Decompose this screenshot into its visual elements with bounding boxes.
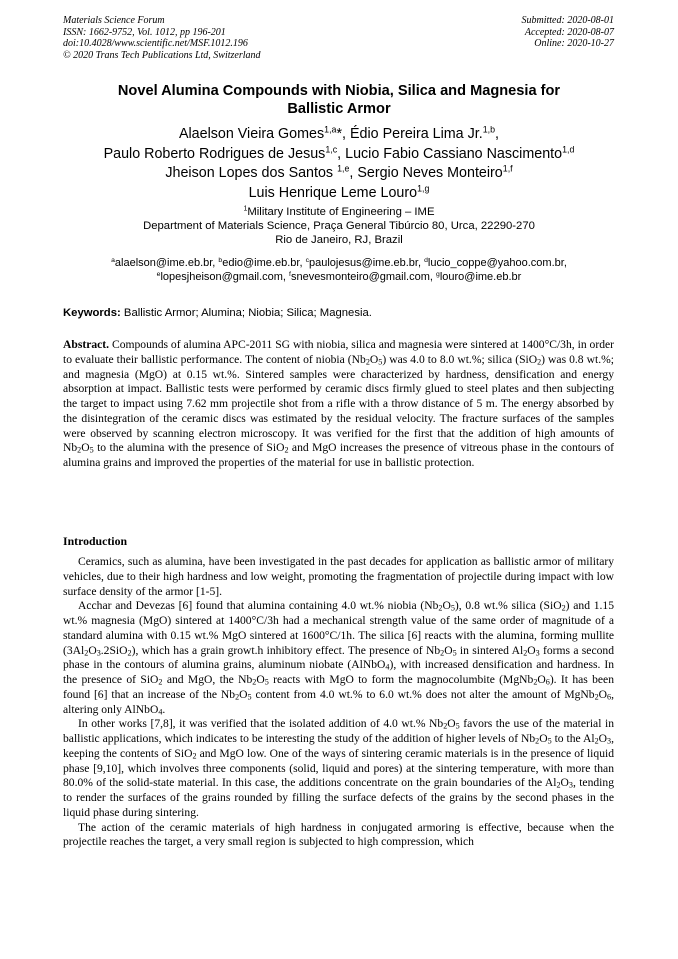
abstract-label: Abstract. <box>63 338 110 351</box>
submitted-date: Submitted: 2020-08-01 <box>521 15 614 26</box>
journal-doi: doi:10.4028/www.scientific.net/MSF.1012.196 <box>63 38 248 50</box>
title-line-1: Novel Alumina Compounds with Niobia, Silica and Magnesia for <box>117 83 561 99</box>
title-line-2: Ballistic Armor <box>287 101 391 117</box>
author-name: Sergio Neves Monteiro <box>357 165 503 181</box>
email-link[interactable]: lopesjheison@gmail.com <box>160 270 283 283</box>
author-line-2: Paulo Roberto Rodrigues de Jesus$^{1,c}$, Lucio Fabio Cassiano Nascimento$^{1,d}$ <box>103 144 575 162</box>
author-name: Édio Pereira Lima Jr. <box>350 126 483 142</box>
journal-info <box>63 15 261 61</box>
email-link[interactable]: paulojesus@ime.eb.br <box>308 257 418 269</box>
affiliation <box>40 205 638 248</box>
corresponding-mark: * <box>336 126 343 142</box>
email-link[interactable]: lucio_coppe@yahoo.com.br <box>427 257 564 269</box>
email-line-1: $^a$alaelson@ime.eb.br, $^b$edio@ime.eb.br, $^c$paulojesus@ime.eb.br, $^d$lucio_coppe@yahoo.com.br, <box>111 256 567 269</box>
accepted-date: Accepted: 2020-08-07 <box>524 26 614 38</box>
author-sup: 1,f <box>502 163 513 174</box>
author-name: Alaelson Vieira Gomes <box>178 126 325 142</box>
author-name: Lucio Fabio Cassiano Nascimento <box>345 145 563 162</box>
keywords <box>63 306 615 320</box>
author-line-1: Alaelson Vieira Gomes$^{1,a}$*, Édio Pereira Lima Jr.$^{1,b}$, <box>178 124 500 142</box>
section-heading-introduction: Introduction <box>63 534 128 548</box>
author-sup: 1,g <box>417 183 430 194</box>
email-link[interactable]: louro@ime.eb.br <box>439 270 522 283</box>
journal-copyright: © 2020 Trans Tech Publications Ltd, Switzerland <box>63 49 261 61</box>
author-sup: 1,b <box>482 124 496 135</box>
author-sup: 1,a <box>324 124 337 135</box>
submission-dates <box>522 15 615 50</box>
keywords-text: Ballistic Armor; Alumina; Niobia; Silica; Magnesia. <box>120 307 372 319</box>
online-date: Online: 2020-10-27 <box>534 38 614 50</box>
author-name: Luis Henrique Leme Louro <box>248 184 418 201</box>
paper-title <box>60 82 618 118</box>
affiliation-line-1: $^1$Military Institute of Engineering – IME <box>243 205 435 218</box>
journal-issn: ISSN: 1662-9752, Vol. 1012, pp 196-201 <box>63 26 226 38</box>
abstract: Abstract. Compounds of alumina APC-2011 SG with niobia, silica and magnesia were sintered at 1400°C/3h, in order to evaluate their ballistic performance. The content of niobia $(Nb_2O_5)$ was 4.0 to 8.0 wt.%; silica (SiO$_2$) was 0.8 wt.%; and magnesia (MgO) at 0.15 wt.%. Sintered samples were characterized by hardness, densification and energy absorption at impact. Ballistic tests were performed by ceramic discs firmly glued to steel plates and then subjecting the target to impact using 7.62 mm projectile shot from a rifle with a throw distance of 5 m. The energy absorbed by the disintegration of the ceramic discs was estimated by the residual velocity. The fracture surfaces of the samples were observed by scanning electron microscopy. It was verified for the first that the addition of high amounts of $Nb_2O_5$ to the alumina with the presence of SiO$_2$ and MgO increases the presence of vitreous phase in the contours of alumina grains and improved the properties of the material for use in ballistic protection. <box>63 338 614 469</box>
author-name: Jheison Lopes dos Santos <box>165 165 338 181</box>
affiliation-line-2: Department of Materials Science, Praça General Tibúrcio 80, Urca, 22290-270 <box>143 220 535 233</box>
email-link[interactable]: alaelson@ime.eb.br <box>114 257 213 269</box>
author-sup: 1,c <box>325 144 338 155</box>
author-line-4 <box>40 184 638 204</box>
email-line-2: $^e$lopesjheison@gmail.com, $^f$snevesmonteiro@gmail.com, $^g$louro@ime.eb.br <box>156 270 522 283</box>
journal-name: Materials Science Forum <box>63 15 165 26</box>
email-link[interactable]: snevesmonteiro@gmail.com <box>290 270 430 283</box>
paragraph: Acchar and Devezas [6] found that alumina containing 4.0 wt.% niobia $(Nb_2O_5)$, 0.8 wt.% silica (SiO$_2$) and 1.15 wt.% magnesia (MgO) sintered at 1400°C/3h had a mechanical strength value of the same order of magnitude of a standard alumina with 0.15 wt.% MgO sintered at 1600°C/1h. The silica [6] reacts with the alumina, forming mullite $(3Al_2O_3.2SiO_2)$, which has a grain growt.h inhibitory effect. The presence of $Nb_2O_5$ in sintered $Al_2O_3$ forms a second phase in the contours of alumina grains, aluminum niobate (AlNbO$_4$), with increased densification and hardness. In the presence of SiO$_2$ and MgO, the $Nb_2O_5$ reacts with MgO to form the magnocolumbite $(MgNb_2O_6)$. It has been found [6] that an increase of the $Nb_2O_5$ content from 4.0 wt.% to 6.0 wt.% does not alter the amount of $MgNb_2O_6$, altering only AlNbO$_4$. <box>63 599 615 717</box>
affiliation-line-3: Rio de Janeiro, RJ, Brazil <box>275 234 403 247</box>
paragraph: The action of the ceramic materials of high hardness in conjugated armoring is effective, because when the projectile reaches the target, a very small region is subjected to high compression, which <box>63 820 614 849</box>
author-name: Paulo Roberto Rodrigues de Jesus <box>103 145 326 162</box>
author-list <box>40 125 638 203</box>
author-sup: 1,d <box>562 144 575 155</box>
email-link[interactable]: edio@ime.eb.br <box>222 257 300 269</box>
paragraph: Ceramics, such as alumina, have been investigated in the past decades for application as ballistic armor of military vehicles, due to their high hardness and low weight, promoting the fragmentation of projectile during impact with low surface density of the armor [1-5]. <box>63 555 614 598</box>
paragraph: In other works [7,8], it was verified that the isolated addition of 4.0 wt.% $Nb_2O_5$ favors the use of the material in ballistic applications, which indicates to be interesting the study of the addition of higher levels of $Nb_2O_5$ to the $Al_2O_3$, keeping the contents of SiO$_2$ and MgO low. One of the ways of sintering ceramic materials is in the presence of liquid phase [9,10], which involves three components (solid, liquid and pores) at the sintering temperature, with more than 80.0% of the solid-state material. In this case, the additions concentrate on the grain boundaries of the $Al_2O_3$, tending to render the surfaces of the grains rounded by filling the surface defects of the grains by the second phases in the liquid phase during sintering. <box>63 717 615 819</box>
author-sup: 1,e <box>337 163 350 174</box>
keywords-label: Keywords: <box>63 307 121 319</box>
email-list <box>30 257 648 285</box>
author-line-3: Jheison Lopes dos Santos $^{1,e}$, Sergio Neves Monteiro$^{1,f}$ <box>165 163 513 181</box>
introduction-text <box>63 555 614 850</box>
